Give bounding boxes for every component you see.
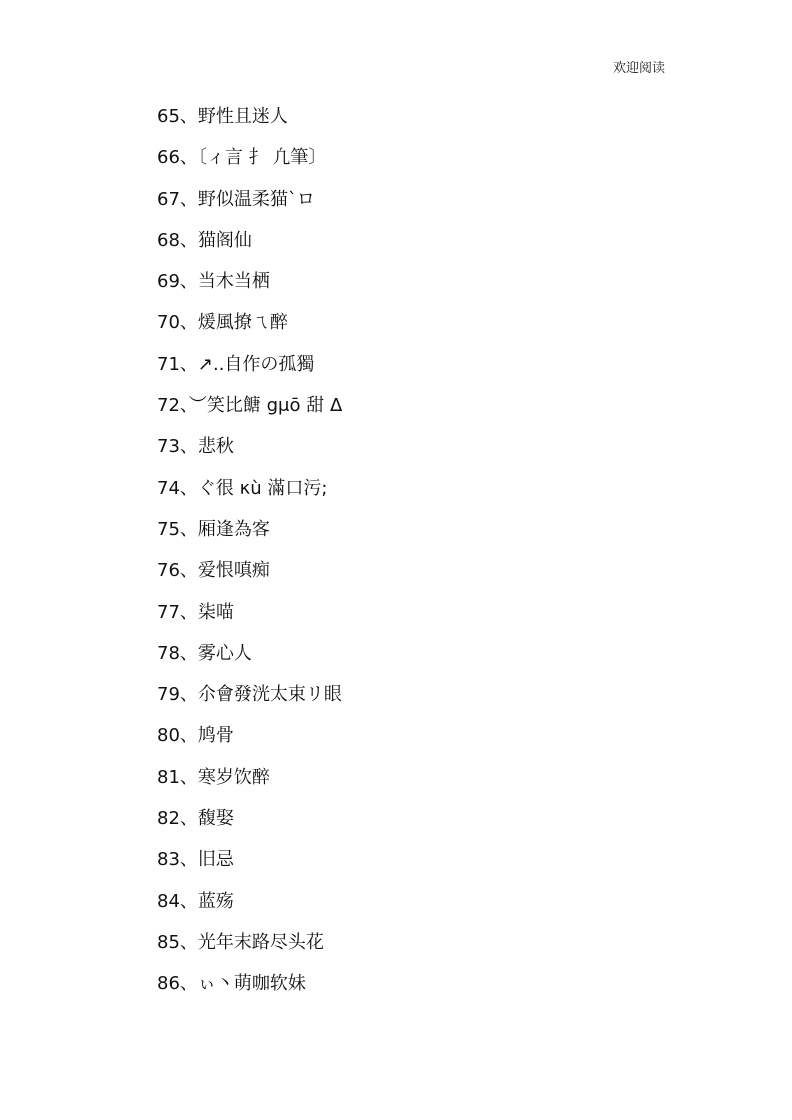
list-item: 67、野似温柔猫`ロ [157,188,315,210]
list-item: 83、旧忌 [157,849,234,871]
list-item: 72、︶笑比餹 gμō 甜 Δ [157,395,343,417]
list-item: 86、ぃ丶萌咖软妹 [157,973,306,995]
list-item: 78、雾心人 [157,642,252,664]
list-item: 80、鸠骨 [157,725,234,747]
list-item: 65、野性且迷人 [157,106,288,127]
list-item: 82、馥娶 [157,808,234,830]
list-item: 81、寒岁饮醉 [157,766,270,788]
list-item: 68、猫阁仙 [157,229,252,251]
list-item: 70、煖風撩ㄟ醉 [157,312,288,334]
list-item: 74、ぐ很 κù 滿口污; [157,477,328,499]
list-item: 85、光年末路尽头花 [157,931,324,953]
list-item: 75、厢逢為客 [157,518,270,540]
list-item: 79、尒會發洸太束リ眼 [157,684,342,706]
list-item: 69、当木当栖 [157,271,270,293]
list-item: 73、悲秋 [157,436,234,458]
list-item: 76、爱恨嗔痴 [157,560,270,582]
list-item: 77、柒喵 [157,601,234,623]
list-item: 84、蓝殇 [157,890,234,912]
page-header: 欢迎阅读 [612,61,665,76]
list-item: 66、〔ィ言 扌 凢筆〕 [157,147,327,169]
list-item: 71、↗..自作の孤獨 [157,353,315,375]
nickname-list [157,104,342,1013]
